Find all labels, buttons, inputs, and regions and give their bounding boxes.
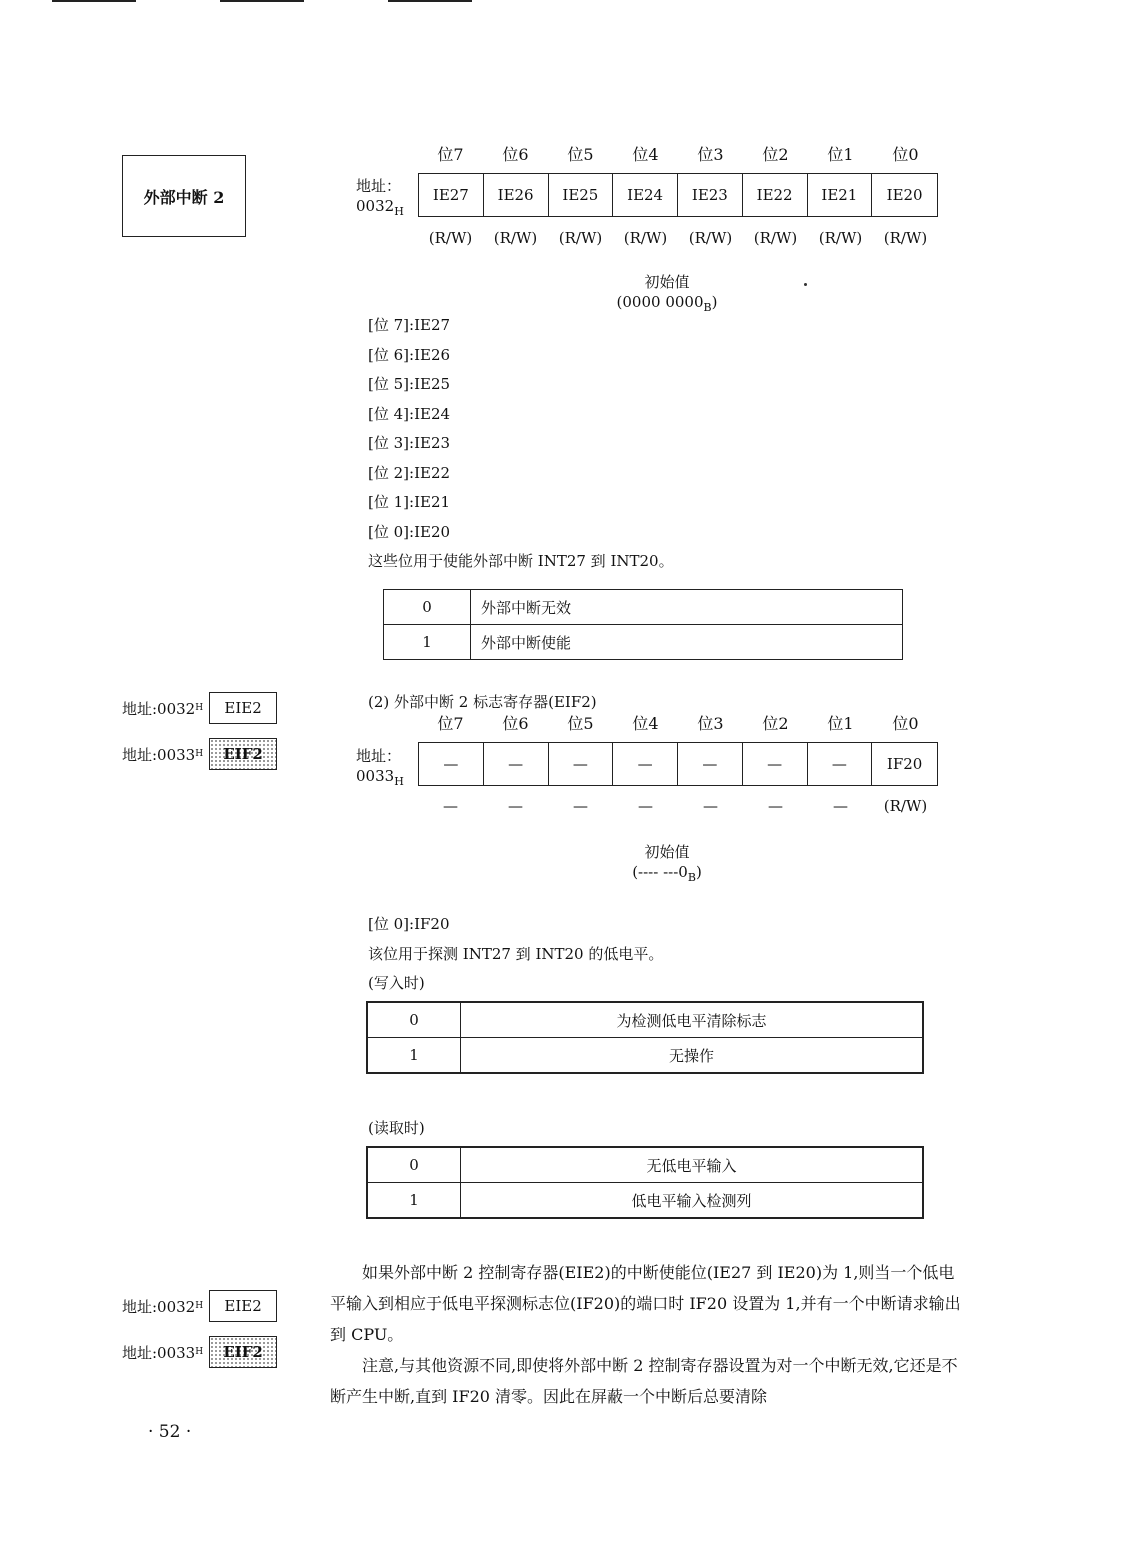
bit-header: 位4: [632, 714, 659, 733]
access-mode: (R/W): [558, 229, 603, 247]
ref-box-eie2: EIE2: [209, 692, 277, 724]
paragraph: 如果外部中断 2 控制寄存器(EIE2)的中断使能位(IE27 到 IE20)为 1,则当一个低电平输入到相应于低电平探测标志位(IF20)的端口时 IF20 设置为 1,并有一个中断请求输出到 CPU。: [330, 1263, 961, 1344]
register-bit-cell: —: [549, 743, 614, 785]
register-bit-cell: IE24: [613, 174, 678, 216]
access-mode: —: [573, 797, 588, 815]
access-row-2: [418, 797, 938, 815]
section-side-title: 外部中断 2: [122, 155, 246, 237]
access-mode: (R/W): [883, 797, 928, 815]
register-bit-cell: —: [419, 743, 484, 785]
body-text: [330, 1257, 966, 1412]
table-key: 1: [367, 1038, 461, 1074]
table-key: 0: [384, 590, 471, 625]
register-bit-cell: IE20: [886, 186, 923, 204]
access-mode: —: [703, 797, 718, 815]
access-mode: —: [508, 797, 523, 815]
ref-address: 地址:0033: [122, 745, 196, 764]
write-table: [366, 1001, 924, 1074]
scan-speck: [804, 283, 807, 286]
table-key: 1: [384, 625, 471, 660]
access-mode: (R/W): [493, 229, 538, 247]
table-value: 为检测低电平清除标志: [461, 1002, 924, 1038]
bit-header: 位5: [567, 145, 594, 164]
initial-value: (0000 0000: [616, 293, 704, 311]
register-ref-eie2-bottom: [122, 1290, 277, 1322]
address-suffix: H: [394, 775, 404, 788]
bit-header: 位6: [502, 714, 529, 733]
register-bit-cell: IE25: [549, 174, 614, 216]
register-ref-eif2: [122, 738, 277, 770]
enable-description: 这些位用于使能外部中断 INT27 到 INT20。: [368, 552, 674, 570]
enable-table: [383, 589, 903, 660]
initial-value-2: [587, 842, 747, 888]
access-mode: (R/W): [818, 229, 863, 247]
table-row: [367, 1147, 923, 1183]
bit-header: 位6: [502, 145, 529, 164]
initial-value-label: 初始值: [644, 273, 690, 291]
register-address-1: [356, 176, 404, 222]
bit-header: 位3: [697, 714, 724, 733]
ref-box-eif2: EIF2: [209, 738, 277, 770]
if20-description: 该位用于探测 INT27 到 INT20 的低电平。: [368, 945, 664, 963]
bit-description: [位 2]:IE22: [368, 464, 451, 482]
address-label: 地址：: [356, 177, 402, 195]
table-value: 无操作: [461, 1038, 924, 1074]
address-value: 0033: [356, 767, 395, 785]
top-rule-2: [220, 0, 304, 2]
table-row: [384, 625, 903, 660]
bit-header-row-1: [418, 142, 938, 165]
write-label: (写入时): [368, 974, 425, 992]
table-value: 无低电平输入: [461, 1147, 924, 1183]
initial-value-suffix: B: [687, 871, 696, 884]
ref-box-eif2: EIF2: [209, 1336, 277, 1368]
register-bit-cell: IF20: [886, 755, 923, 773]
bit-header: 位2: [762, 714, 789, 733]
bit-description: [位 1]:IE21: [368, 493, 451, 511]
top-rule-1: [52, 0, 136, 2]
register-bit-cell: —: [484, 743, 549, 785]
register-bit-cell: —: [678, 743, 743, 785]
register-bit-cell: IE26: [484, 174, 549, 216]
bit-description: [位 3]:IE23: [368, 434, 451, 452]
register-bit-cell: —: [808, 743, 873, 785]
table-key: 1: [367, 1183, 461, 1219]
access-mode: —: [638, 797, 653, 815]
top-rule-3: [388, 0, 472, 2]
ref-address-suffix: H: [195, 1347, 204, 1357]
bit-description: [位 0]:IE20: [368, 523, 451, 541]
address-value: 0032: [356, 197, 395, 215]
ref-address-suffix: H: [195, 749, 204, 759]
register-eie2: [418, 173, 938, 217]
table-row: [367, 1183, 923, 1219]
access-mode: (R/W): [883, 229, 928, 247]
initial-value-label: 初始值: [644, 843, 690, 861]
table-key: 0: [367, 1002, 461, 1038]
access-mode: —: [443, 797, 458, 815]
ref-address: 地址:0032: [122, 1297, 196, 1316]
bit-description: [位 0]:IF20: [368, 915, 450, 933]
bit-header: 位3: [697, 145, 724, 164]
register-bit-cell: IE22: [743, 174, 808, 216]
ref-address-suffix: H: [195, 1301, 204, 1311]
register-eif2: [418, 742, 938, 786]
initial-value: (---- ---0: [632, 863, 688, 881]
address-label: 地址：: [356, 747, 402, 765]
initial-value-suffix: B: [703, 301, 712, 314]
read-table: [366, 1146, 924, 1219]
initial-value-close: ): [695, 863, 702, 881]
access-mode: (R/W): [428, 229, 473, 247]
register-bit-cell: IE27: [419, 174, 484, 216]
bit-description: [位 4]:IE24: [368, 405, 451, 423]
table-row: [367, 1002, 923, 1038]
register-bit-cell: —: [743, 743, 808, 785]
read-label: (读取时): [368, 1119, 425, 1137]
table-value: 低电平输入检测列: [461, 1183, 924, 1219]
initial-value-close: ): [711, 293, 718, 311]
table-value: 外部中断使能: [471, 625, 903, 660]
table-row: [367, 1038, 923, 1074]
bit-header: 位1: [827, 714, 854, 733]
table-key: 0: [367, 1147, 461, 1183]
register-address-2: [356, 746, 404, 792]
bit-header: 位0: [892, 714, 919, 733]
bit-header-row-2: [418, 711, 938, 734]
access-mode: (R/W): [623, 229, 668, 247]
bit-header: 位4: [632, 145, 659, 164]
register-bit-cell: —: [613, 743, 678, 785]
register-bit-cell: IE21: [808, 174, 873, 216]
bit-header: 位5: [567, 714, 594, 733]
access-mode: (R/W): [688, 229, 733, 247]
bit-header: 位7: [437, 145, 464, 164]
bit-description: [位 7]:IE27: [368, 316, 451, 334]
table-value: 外部中断无效: [471, 590, 903, 625]
section-2-title: (2) 外部中断 2 标志寄存器(EIF2): [368, 693, 597, 711]
bit-description: [位 5]:IE25: [368, 375, 451, 393]
bit-header: 位2: [762, 145, 789, 164]
register-ref-eie2: [122, 692, 277, 724]
initial-value-1: [587, 272, 747, 318]
table-row: [384, 590, 903, 625]
bit-header: 位1: [827, 145, 854, 164]
ref-address: 地址:0033: [122, 1343, 196, 1362]
paragraph: 注意,与其他资源不同,即使将外部中断 2 控制寄存器设置为对一个中断无效,它还是不断产生中断,直到 IF20 清零。因此在屏蔽一个中断后总要清除: [330, 1356, 958, 1406]
access-mode: —: [768, 797, 783, 815]
access-mode: (R/W): [753, 229, 798, 247]
access-mode: —: [833, 797, 848, 815]
ref-address-suffix: H: [195, 703, 204, 713]
access-row-1: [418, 229, 938, 247]
bit-header: 位7: [437, 714, 464, 733]
bit-description: [位 6]:IE26: [368, 346, 451, 364]
ref-address: 地址:0032: [122, 699, 196, 718]
bit-header: 位0: [892, 145, 919, 164]
ref-box-eie2: EIE2: [209, 1290, 277, 1322]
address-suffix: H: [394, 205, 404, 218]
register-ref-eif2-bottom: [122, 1336, 277, 1368]
register-bit-cell: IE23: [678, 174, 743, 216]
page-number: · 52 ·: [148, 1422, 192, 1442]
